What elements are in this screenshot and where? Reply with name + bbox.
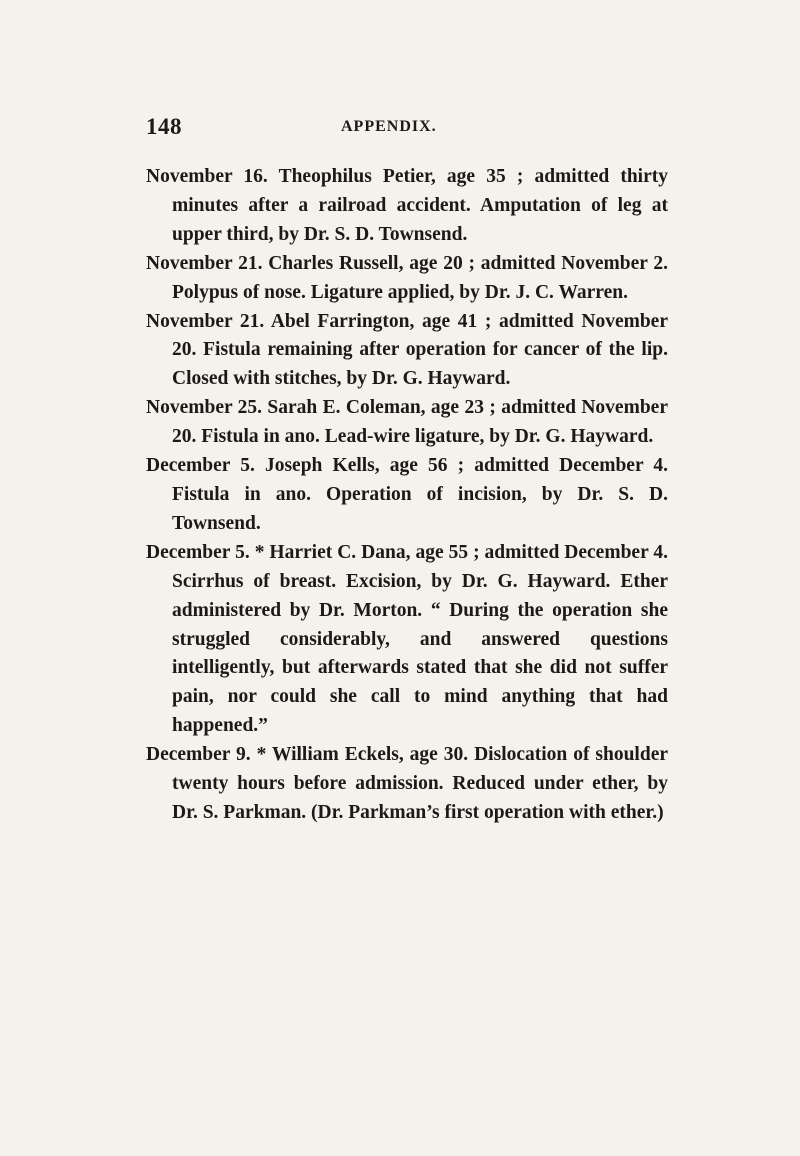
case-entry: December 5. Joseph Kells, age 56 ; admitted December 4. Fistula in ano. Operation of incision, by Dr. S. D. Townsend. (146, 455, 668, 534)
case-entry: December 9. * William Eckels, age 30. Dislocation of shoulder twenty hours before admission. Reduced under ether, by Dr. S. Parkman. (Dr. Parkman’s first operation with ether.) (146, 744, 668, 823)
case-list (146, 163, 668, 828)
case-entry: December 5. * Harriet C. Dana, age 55 ; admitted December 4. Scirrhus of breast. Excision, by Dr. G. Hayward. Ether administered by Dr. Morton. “ During the operation she struggled considerably, and answered questions intelligently, but afterwards stated that she did not suffer pain, nor could she call to mind anything that had happened.” (146, 541, 668, 737)
case-entry: November 21. Abel Farrington, age 41 ; admitted November 20. Fistula remaining after operation for cancer of the lip. Closed with stitches, by Dr. G. Hayward. (146, 310, 668, 390)
page-number: 148 (146, 114, 182, 139)
case-entry: November 21. Charles Russell, age 20 ; admitted November 2. Polypus of nose. Ligature applied, by Dr. J. C. Warren. (146, 252, 668, 303)
case-entry: November 16. Theophilus Petier, age 35 ; admitted thirty minutes after a railroad accident. Amputation of leg at upper third, by Dr. S. D. Townsend. (146, 166, 668, 245)
page-header (146, 114, 666, 144)
case-entry: November 25. Sarah E. Coleman, age 23 ; admitted November 20. Fistula in ano. Lead-wire ligature, by Dr. G. Hayward. (146, 397, 668, 448)
running-head: APPENDIX. (341, 118, 437, 135)
